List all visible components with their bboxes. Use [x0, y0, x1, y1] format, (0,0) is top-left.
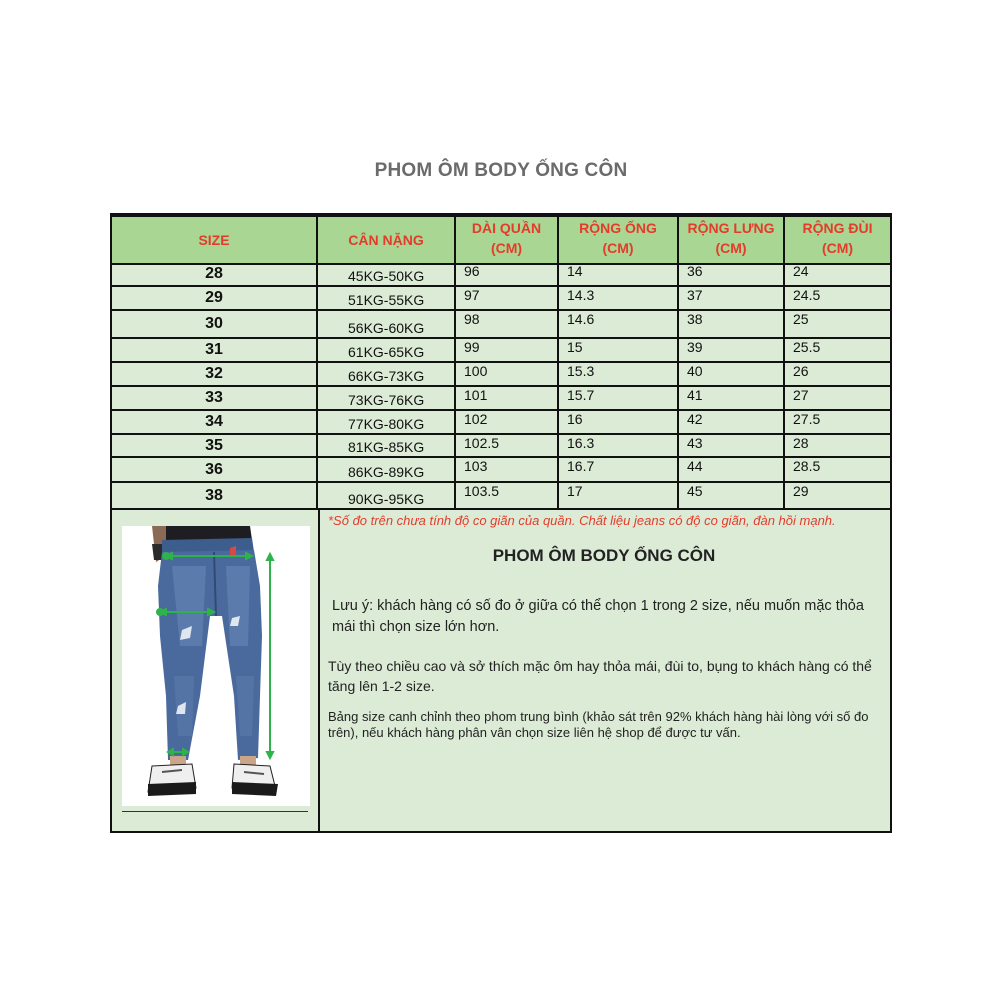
table-row [112, 311, 890, 339]
cell-length: 102 [456, 411, 559, 433]
cell-weight: 86KG-89KG [318, 458, 456, 481]
cell-weight: 73KG-76KG [318, 387, 456, 409]
header-leg-opening-line: (CM) [602, 240, 634, 256]
cell-weight: 81KG-85KG [318, 435, 456, 456]
cell-length: 102.5 [456, 435, 559, 456]
header-waist [679, 217, 785, 263]
header-thigh-line: (CM) [821, 240, 854, 256]
cell-length: 96 [456, 263, 559, 285]
table-row [112, 363, 890, 387]
notes-title: PHOM ÔM BODY ỐNG CÔN [492, 546, 716, 565]
photo-underline [122, 811, 308, 812]
page-title: PHOM ÔM BODY ỐNG CÔN [374, 160, 628, 181]
cell-leg-opening: 16 [559, 411, 679, 433]
cell-length: 103.5 [456, 483, 559, 508]
jeans-model-illustration [122, 526, 310, 806]
cell-weight: 77KG-80KG [318, 411, 456, 433]
photo-panel [112, 510, 320, 831]
cell-size: 36 [112, 458, 318, 481]
cell-leg-opening: 15.3 [559, 363, 679, 385]
cell-thigh: 27 [793, 387, 809, 403]
cell-waist: 44 [679, 458, 785, 481]
table-row [112, 458, 890, 483]
table-row [112, 387, 890, 411]
header-length [456, 217, 559, 263]
cell-weight: 51KG-55KG [318, 287, 456, 309]
cell-size: 28 [112, 263, 318, 285]
table-row [112, 263, 890, 287]
cell-weight: 56KG-60KG [318, 311, 456, 337]
cell-waist: 41 [679, 387, 785, 409]
cell-thigh: 28 [793, 435, 809, 451]
cell-leg-opening: 14.6 [559, 311, 679, 337]
header-length-line: (CM) [490, 240, 523, 256]
cell-thigh: 24 [793, 263, 809, 279]
cell-waist: 40 [679, 363, 785, 385]
cell-leg-opening: 16.3 [559, 435, 679, 456]
header-size [112, 217, 318, 263]
cell-size: 33 [112, 387, 318, 409]
cell-waist: 38 [679, 311, 785, 337]
cell-size: 38 [112, 483, 318, 508]
info-section [112, 510, 890, 831]
cell-length: 100 [456, 363, 559, 385]
cell-waist: 42 [679, 411, 785, 433]
cell-weight: 66KG-73KG [318, 363, 456, 385]
cell-thigh: 25 [793, 311, 809, 327]
table-row [112, 411, 890, 435]
cell-size: 32 [112, 363, 318, 385]
cell-leg-opening: 14 [559, 263, 679, 285]
cell-thigh: 24.5 [793, 287, 821, 303]
cell-leg-opening: 16.7 [559, 458, 679, 481]
cell-leg-opening: 15 [559, 339, 679, 361]
cell-thigh: 29 [793, 483, 809, 499]
cell-size: 34 [112, 411, 318, 433]
note-size-up: Tùy theo chiều cao và sở thích mặc ôm hay thỏa mái, đùi to, bụng to khách hàng có thể tăng lên 1-2 size. [328, 658, 872, 694]
cell-size: 35 [112, 435, 318, 456]
cell-length: 97 [456, 287, 559, 309]
stretch-warning: *Số đo trên chưa tính độ co giãn của quần. Chất liệu jeans có độ co giãn, đàn hồi mạnh. [328, 513, 836, 528]
note-fit-choice: Lưu ý: khách hàng có số đo ở giữa có thể chọn 1 trong 2 size, nếu muốn mặc thỏa mái thì chọn size lớn hơn. [332, 598, 864, 635]
notes-panel [328, 510, 880, 831]
header-thigh [785, 217, 890, 263]
cell-waist: 39 [679, 339, 785, 361]
cell-thigh: 27.5 [793, 411, 821, 427]
table-row [112, 339, 890, 363]
table-row [112, 435, 890, 458]
header-leg-opening [559, 217, 679, 263]
cell-weight: 90KG-95KG [318, 483, 456, 508]
header-waist-line: RỘNG LƯNG [687, 220, 775, 236]
cell-leg-opening: 17 [559, 483, 679, 508]
header-weight [318, 217, 456, 263]
jeans-model-photo [122, 526, 310, 806]
cell-thigh: 28.5 [793, 458, 821, 474]
cell-length: 101 [456, 387, 559, 409]
note-contact-shop: Bảng size canh chỉnh theo phom trung bình (khảo sát trên 92% khách hàng hài lòng với số đo trên), nếu khách hàng phân vân chọn size liên hệ shop để được tư vấn. [328, 709, 869, 740]
cell-weight: 45KG-50KG [318, 263, 456, 285]
cell-leg-opening: 14.3 [559, 287, 679, 309]
cell-weight: 61KG-65KG [318, 339, 456, 361]
table-row [112, 483, 890, 510]
cell-size: 30 [112, 311, 318, 337]
cell-waist: 37 [679, 287, 785, 309]
header-length-line: DÀI QUẦN [471, 220, 542, 236]
cell-size: 31 [112, 339, 318, 361]
header-waist-line: (CM) [715, 240, 747, 256]
header-leg-opening-line: RỘNG ỐNG [579, 220, 657, 236]
cell-waist: 45 [679, 483, 785, 508]
cell-waist: 43 [679, 435, 785, 456]
table-row [112, 287, 890, 311]
cell-leg-opening: 15.7 [559, 387, 679, 409]
cell-waist: 36 [679, 263, 785, 285]
cell-thigh: 26 [793, 363, 809, 379]
cell-length: 98 [456, 311, 559, 337]
cell-size: 29 [112, 287, 318, 309]
size-table [110, 213, 892, 833]
cell-length: 103 [456, 458, 559, 481]
cell-length: 99 [456, 339, 559, 361]
header-size-line: SIZE [198, 232, 230, 248]
table-header [112, 217, 890, 265]
cell-thigh: 25.5 [793, 339, 821, 355]
header-weight-line: CÂN NẶNG [348, 232, 424, 248]
header-thigh-line: RỘNG ĐÙI [802, 220, 873, 236]
